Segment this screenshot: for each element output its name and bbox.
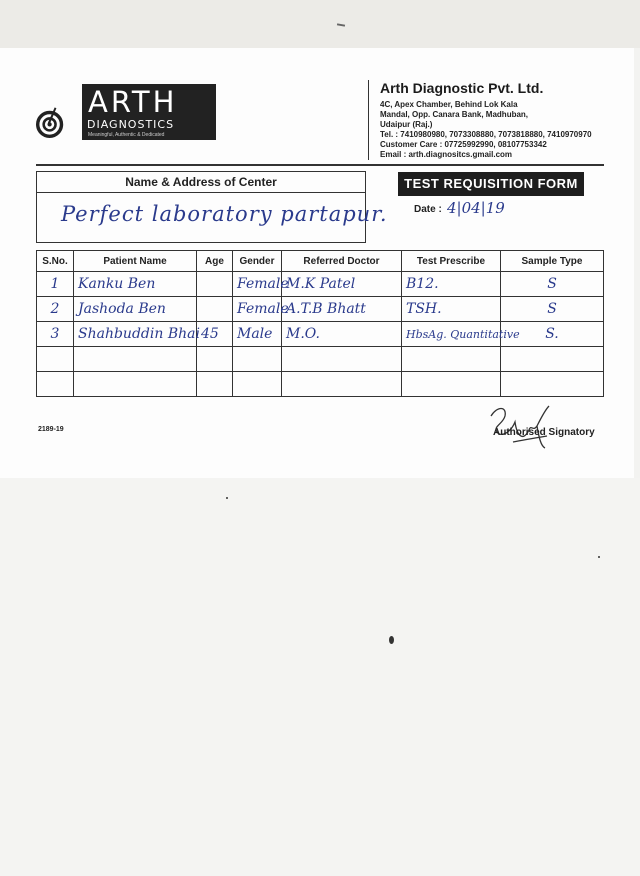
scan-top-strip <box>0 0 640 48</box>
header-rule <box>36 164 604 166</box>
target-check-icon <box>36 104 70 138</box>
center-box <box>36 171 388 243</box>
referred-doctor-cell <box>282 347 402 372</box>
scan-mark <box>337 23 345 26</box>
requisition-table <box>36 250 604 397</box>
table-row <box>37 322 604 347</box>
table-row <box>37 372 604 397</box>
age-cell: 45 <box>197 322 233 347</box>
gender-cell: Female <box>233 272 282 297</box>
age-cell <box>197 372 233 397</box>
ink-speck <box>389 636 394 644</box>
test-prescribe-cell: HbsAg. Quantitative <box>402 322 501 347</box>
logo-tagline: Meaningful, Authentic & Dedicated <box>88 132 165 138</box>
test-prescribe-cell <box>402 372 501 397</box>
address-line: Mandal, Opp. Canara Bank, Madhuban, <box>380 110 529 119</box>
table-header-row <box>37 251 604 272</box>
form-title: TEST REQUISITION FORM <box>398 172 584 196</box>
customer-care-line: Customer Care : 07725992990, 08107753342 <box>380 140 547 149</box>
test-prescribe-cell: B12. <box>402 272 501 297</box>
gender-cell: Male <box>233 322 282 347</box>
telephone-line: Tel. : 7410980980, 7073308880, 7073818880, 7410970970 <box>380 130 592 139</box>
table-row <box>37 347 604 372</box>
serial-number-cell: 2 <box>37 297 74 322</box>
gender-cell: Female <box>233 297 282 322</box>
referred-doctor-cell <box>282 372 402 397</box>
age-cell <box>197 347 233 372</box>
sample-type-cell <box>501 347 604 372</box>
serial-number-cell: 3 <box>37 322 74 347</box>
age-cell <box>197 297 233 322</box>
sample-type-cell: S <box>501 297 604 322</box>
sample-type-cell: S. <box>501 322 604 347</box>
gender-cell <box>233 347 282 372</box>
column-header: Gender <box>233 251 282 272</box>
ink-speck <box>226 497 228 499</box>
logo-subtitle: DIAGNOSTICS <box>87 118 175 131</box>
sample-type-cell <box>501 372 604 397</box>
referred-doctor-cell: M.O. <box>282 322 402 347</box>
email-line: Email : arth.diagnositcs.gmail.com <box>380 150 513 159</box>
column-header: Sample Type <box>501 251 604 272</box>
arth-logo <box>36 82 186 142</box>
serial-number-cell <box>37 347 74 372</box>
address-line: Udaipur (Raj.) <box>380 120 433 129</box>
address-line: 4C, Apex Chamber, Behind Lok Kala <box>380 100 518 109</box>
column-header: Age <box>197 251 233 272</box>
serial-number-cell: 1 <box>37 272 74 297</box>
patient-name-cell: Kanku Ben <box>74 272 197 297</box>
referred-doctor-cell: A.T.B Bhatt <box>282 297 402 322</box>
center-name-handwritten: Perfect laboratory partapur. <box>61 202 388 226</box>
test-prescribe-cell: TSH. <box>402 297 501 322</box>
logo-wordmark <box>82 84 216 140</box>
center-label: Name & Address of Center <box>37 172 365 193</box>
header-divider <box>368 80 369 160</box>
table-row <box>37 297 604 322</box>
patient-name-cell: Shahbuddin Bhai <box>74 322 197 347</box>
column-header: Test Prescribe <box>402 251 501 272</box>
date-value-handwritten: 4|04|19 <box>447 199 505 217</box>
column-header: Referred Doctor <box>282 251 402 272</box>
underlying-page <box>0 478 640 876</box>
column-header: S.No. <box>37 251 74 272</box>
test-prescribe-cell <box>402 347 501 372</box>
sample-type-cell: S <box>501 272 604 297</box>
patient-name-cell <box>74 372 197 397</box>
company-name: Arth Diagnostic Pvt. Ltd. <box>380 80 544 96</box>
date-label: Date : <box>414 204 442 215</box>
referred-doctor-cell: M.K Patel <box>282 272 402 297</box>
signatory-label: Authorised Signatory <box>493 427 595 438</box>
age-cell <box>197 272 233 297</box>
gender-cell <box>233 372 282 397</box>
column-header: Patient Name <box>74 251 197 272</box>
table-row <box>37 272 604 297</box>
ink-speck <box>598 556 600 558</box>
company-info <box>380 80 620 160</box>
patient-name-cell <box>74 347 197 372</box>
patient-name-cell: Jashoda Ben <box>74 297 197 322</box>
logo-title: ARTH <box>88 85 178 119</box>
serial-number-cell <box>37 372 74 397</box>
form-code: 2189-19 <box>38 426 64 433</box>
